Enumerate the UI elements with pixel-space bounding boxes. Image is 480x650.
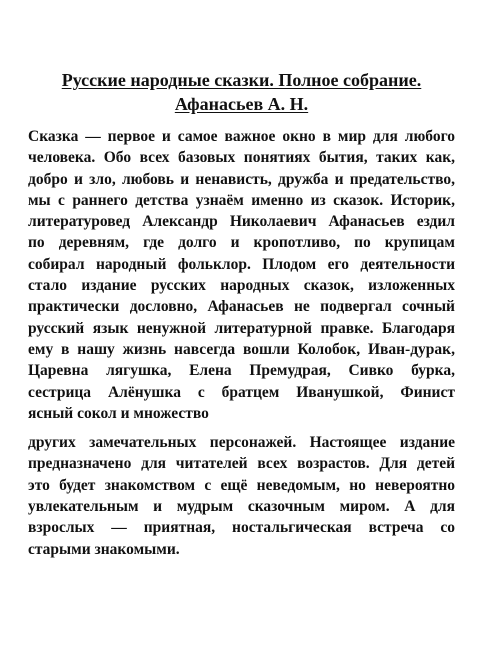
title-line-1: Русские народные сказки. Полное собрание. (61, 70, 422, 90)
text-line: русский язык ненужной литературной правке. Благодаря (28, 319, 455, 337)
text-line: старыми знакомыми. (28, 540, 180, 558)
text-line: по деревням, где долго и кропотливо, по крупицам (28, 234, 455, 252)
text-line: практически дословно, Афанасьев не подвергал сочный (28, 298, 455, 316)
paragraph-1 (28, 126, 455, 424)
text-line: Сказка — первое и самое важное окно в мир для любого (28, 128, 455, 145)
text-line: предназначено для читателей всех возрастов. Для детей (28, 455, 455, 473)
text-line: других замечательных персонажей. Настоящее издание (28, 434, 455, 452)
text-line: увлекательным и мудрым сказочным миром. А для (28, 498, 455, 516)
text-line: ясный сокол и множество (28, 404, 209, 422)
title-line-2: Афанасьев А. Н. (174, 94, 309, 114)
text-line: мы с раннего детства узнаём именно из сказок. Историк, (28, 191, 455, 209)
text-line: сестрица Алёнушка с братцем Иванушкой, Финист (28, 383, 455, 401)
paragraph-2 (28, 432, 455, 560)
text-line: ему в нашу жизнь навсегда вошли Колобок, Иван-дурак, (28, 340, 455, 358)
text-line: литературовед Александр Николаевич Афанасьев ездил (28, 213, 455, 231)
text-line: человека. Обо всех базовых понятиях бытия, таких как, (28, 149, 455, 167)
document-title (28, 68, 455, 116)
text-line: собирал народный фольклор. Плодом его деятельности (28, 255, 455, 273)
text-line: это будет знакомством с ещё неведомым, но невероятно (28, 476, 455, 494)
text-line: стало издание русских народных сказок, изложенных (28, 277, 455, 295)
text-line: добро и зло, любовь и ненависть, дружба и предательство, (28, 170, 455, 188)
text-line: Царевна лягушка, Елена Премудрая, Сивко бурка, (28, 362, 455, 380)
text-line: взрослых — приятная, ностальгическая встреча со (28, 519, 455, 537)
